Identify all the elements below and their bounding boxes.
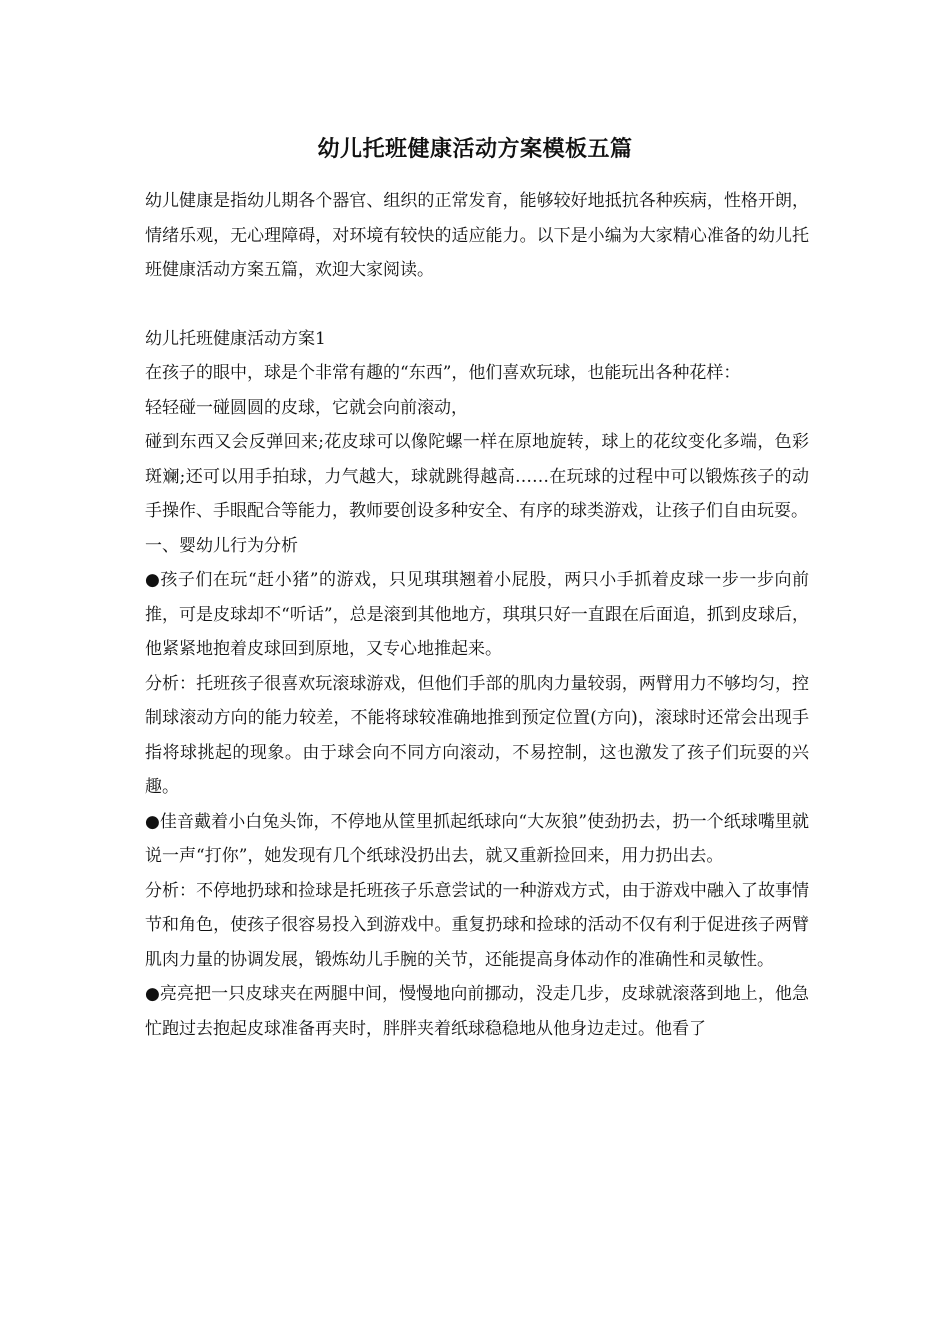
section-heading: 幼儿托班健康活动方案1 xyxy=(145,328,326,349)
paragraph-gap xyxy=(145,288,809,322)
bullet-paragraph: ●亮亮把一只皮球夹在两腿中间，慢慢地向前挪动，没走几步，皮球就滚落到地上，他急忙跑过去抱起皮球准备再夹时，胖胖夹着纸球稳稳地从他身边走过。他看了 xyxy=(145,984,809,1039)
analysis-paragraph: 分析：托班孩子很喜欢玩滚球游戏，但他们手部的肌肉力量较弱，两臂用力不够均匀，控制球滚动方向的能力较差，不能将球较准确地推到预定位置(方向)，滚球时还常会出现手指将球挑起的现象。由于球会向不同方向滚动，不易控制，这也激发了孩子们玩耍的兴趣。 xyxy=(145,673,809,797)
document-body xyxy=(145,184,809,1046)
analysis-paragraph: 分析：不停地扔球和捡球是托班孩子乐意尝试的一种游戏方式，由于游戏中融入了故事情节和角色，使孩子很容易投入到游戏中。重复扔球和捡球的活动不仅有利于促进孩子两臂肌肉力量的协调发展，锻炼幼儿手腕的关节，还能提高身体动作的准确性和灵敏性。 xyxy=(145,880,809,970)
bullet-paragraph: ●孩子们在玩“赶小猪”的游戏，只见琪琪翘着小屁股，两只小手抓着皮球一步一步向前推，可是皮球却不“听话”，总是滚到其他地方，琪琪只好一直跟在后面追，抓到皮球后，他紧紧地抱着皮球回到原地，又专心地推起来。 xyxy=(145,570,809,659)
document-title: 幼儿托班健康活动方案模板五篇 xyxy=(317,136,633,162)
paragraph: 在孩子的眼中，球是个非常有趣的“东西”，他们喜欢玩球，也能玩出各种花样： xyxy=(145,363,741,383)
paragraph: 轻轻碰一碰圆圆的皮球，它就会向前滚动， xyxy=(145,397,468,418)
subheading: 一、婴幼儿行为分析 xyxy=(145,535,298,556)
intro-paragraph: 幼儿健康是指幼儿期各个器官、组织的正常发育，能够较好地抵抗各种疾病，性格开朗，情绪乐观，无心理障碍，对环境有较快的适应能力。以下是小编为大家精心准备的幼儿托班健康活动方案五篇，欢迎大家阅读。 xyxy=(145,191,809,280)
paragraph: 碰到东西又会反弹回来;花皮球可以像陀螺一样在原地旋转，球上的花纹变化多端，色彩斑斓;还可以用手拍球，力气越大，球就跳得越高……在玩球的过程中可以锻炼孩子的动手操作、手眼配合等能力，教师要创设多种安全、有序的球类游戏，让孩子们自由玩耍。 xyxy=(145,432,809,521)
bullet-paragraph: ●佳音戴着小白兔头饰，不停地从筐里抓起纸球向“大灰狼”使劲扔去，扔一个纸球嘴里就说一声“打你”，她发现有几个纸球没扔出去，就又重新捡回来，用力扔出去。 xyxy=(145,811,809,866)
